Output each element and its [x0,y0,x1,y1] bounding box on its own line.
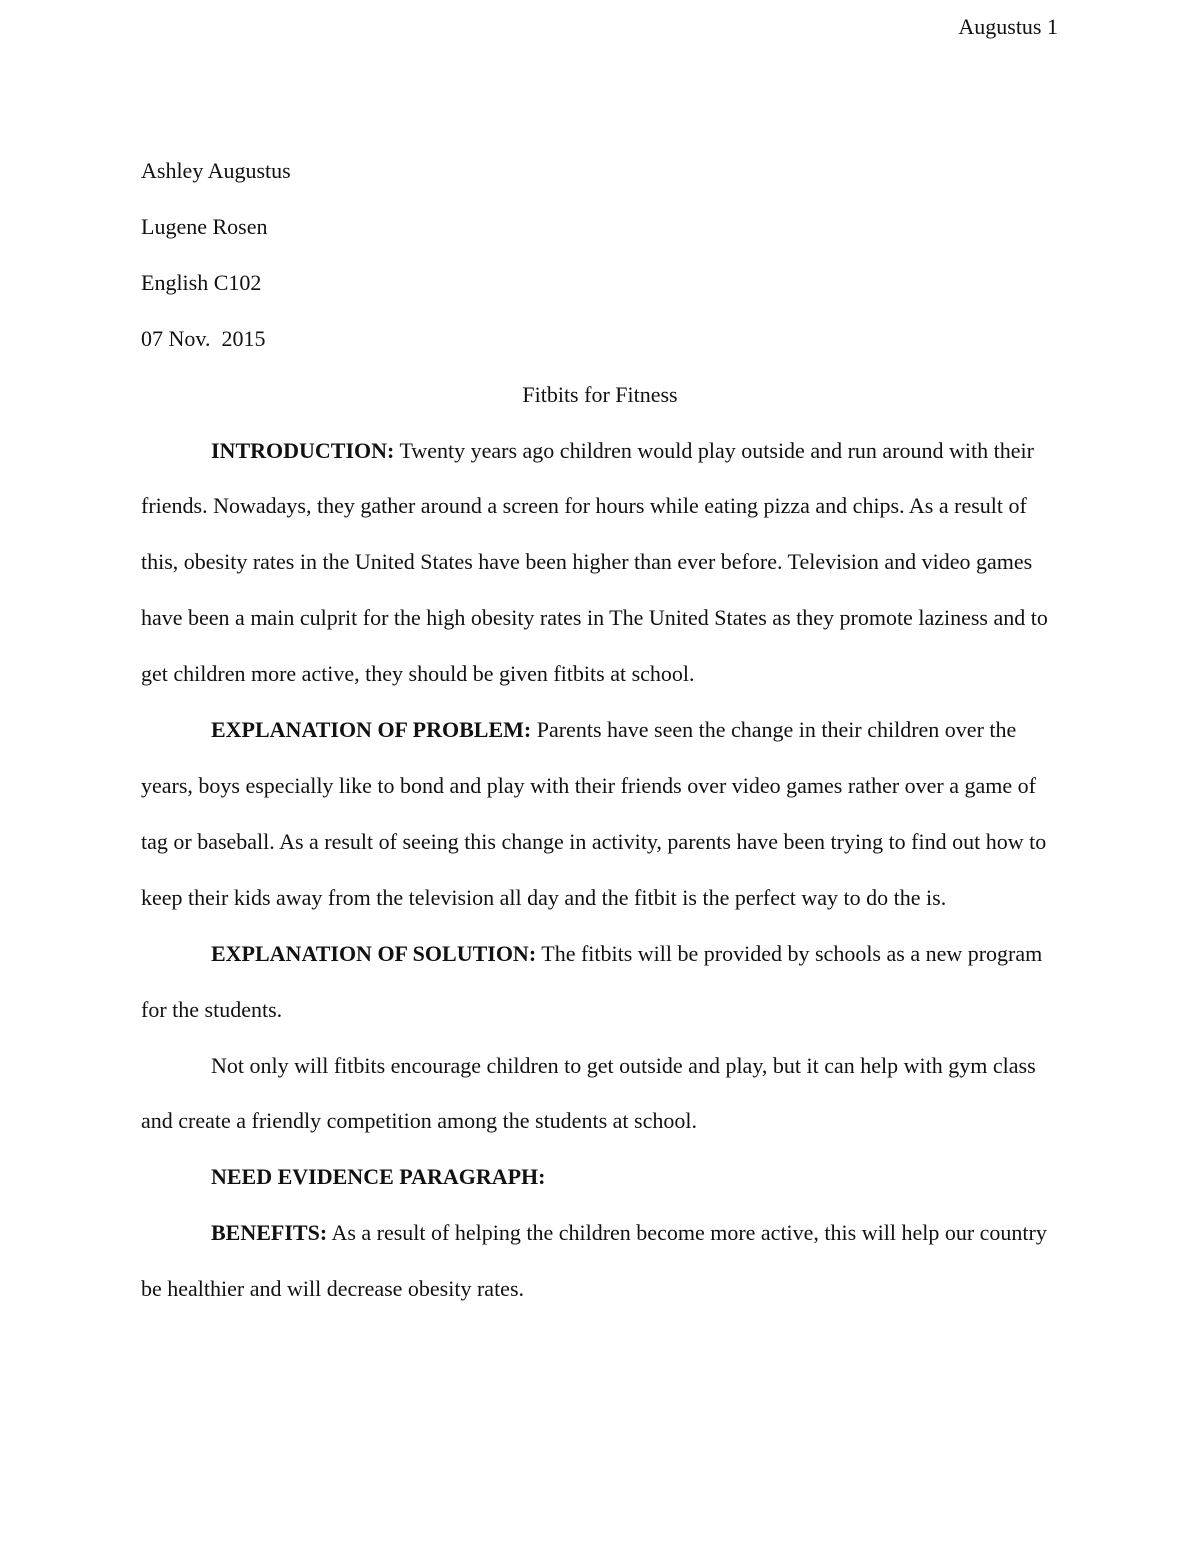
solution-label: EXPLANATION OF SOLUTION: [211,940,537,966]
solution-continued-paragraph: Not only will fitbits encourage children to get outside and play, but it can help with gym class and create a friendly competition among the students at school. [141,1052,1036,1134]
problem-label: EXPLANATION OF PROBLEM: [211,717,532,743]
essay-title: Fitbits for Fitness [522,381,678,407]
benefits-label: BENEFITS: [211,1220,328,1246]
evidence-paragraph [141,1149,1059,1205]
course-name: English C102 [141,269,262,295]
problem-text: Parents have seen the change in their children over the years, boys especially like to bond and play with their friends over video games rather over a game of tag or baseball. As a result of seeing this change in activity, parents have been trying to find out how to keep their kids away from the television all day and the fitbit is the perfect way to do the is. [141,717,1047,910]
student-name: Ashley Augustus [141,158,291,183]
running-head: Augustus 1 [958,14,1058,39]
problem-paragraph [141,702,1059,926]
evidence-label: NEED EVIDENCE PARAGRAPH: [211,1164,546,1190]
benefits-text: As a result of helping the children become more active, this will help our country be healthier and will decrease obesity rates. [141,1220,1047,1302]
introduction-text: Twenty years ago children would play outside and run around with their friends. Nowadays, they gather around a screen for hours while eating pizza and chips. As a result of this, obesity rates in the United States have been higher than ever before. Television and video games have been a main culprit for the high obesity rates in The United States as they promote laziness and to get children more active, they should be given fitbits at school. [141,437,1048,687]
essay-date: 07 Nov. 2015 [141,325,266,351]
essay-body [141,143,1059,1317]
solution-text: The fitbits will be provided by schools as a new program for the students. [141,940,1043,1022]
introduction-label: INTRODUCTION: [211,437,395,463]
solution-paragraph [141,926,1059,1038]
benefits-paragraph [141,1205,1059,1317]
instructor-name: Lugene Rosen [141,213,268,239]
introduction-paragraph [141,423,1059,703]
